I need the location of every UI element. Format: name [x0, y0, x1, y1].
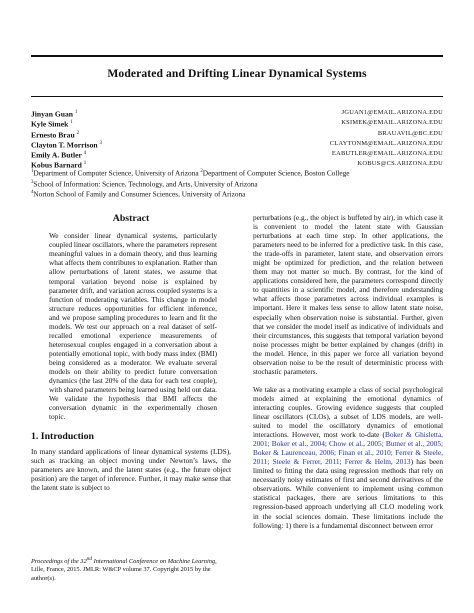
affiliation-marker: 4	[83, 151, 87, 157]
author-email[interactable]: CLAYTONM@EMAIL.ARIZONA.EDU	[329, 139, 443, 147]
author-email[interactable]: EABUTLER@EMAIL.ARIZONA.EDU	[331, 150, 443, 158]
footnote-suffix: , Lille, France, 2015. JMLR: W&CP volume 37. Copyright 2015 by the author(s).	[31, 558, 217, 582]
affiliation-marker: 3	[31, 179, 34, 185]
paper-title: Moderated and Drifting Linear Dynamical Systems	[107, 67, 367, 80]
paragraph-text: We take as a motivating example a class of social psychological models aimed at explaining the emotional dynamics of interacting couples. Growing evidence suggests that coupled linear oscillators (CLOs), a subset of LDS models, are well-suited to model the oscillatory dynamics of emotional interactions. However, most work to-date (	[253, 384, 443, 440]
affiliation-marker: 2	[76, 130, 80, 136]
footnote-prefix: Proceedings of the 32	[31, 558, 87, 566]
intro-paragraph-right-2	[253, 385, 443, 530]
affiliation-marker: 3	[99, 140, 102, 146]
right-column	[253, 213, 443, 530]
affiliation-line: $^3$School of Information: Science, Technology, and Arts, University of Arizona	[31, 179, 258, 189]
author-email[interactable]: JGUAN1@EMAIL.ARIZONA.EDU	[341, 109, 443, 116]
affiliation-marker: 2	[200, 169, 203, 174]
intro-paragraph-left: In many standard applications of linear dynamical systems (LDS), such as tracking an object moving under Newton’s laws, the parameters are known, and the latent states (e.g., the future object position) are the target of inference. Further, it may make sense that the latent state is subject to	[31, 447, 231, 493]
affiliation-marker: 1	[70, 120, 73, 126]
affiliation-marker: 1	[31, 169, 34, 174]
author-row	[31, 129, 443, 139]
affiliation-marker: 1	[74, 110, 78, 115]
author-row	[31, 139, 443, 149]
footnote-conference: International Conference on Machine Learning	[92, 558, 216, 566]
author-name: Ernesto Brau $^2$	[31, 130, 80, 140]
title-rule-bottom	[31, 96, 443, 97]
intro-paragraph-right-1: perturbations (e.g., the object is buffeted by air), in which case it is convenient to model the latent state with Gaussian perturbations at each time step. In other applications, the parameters need to be inferred for a predictive task. In this case, the trade-offs in parameter, latent state, and observation errors might be optimized for prediction, and the relation between them may not matter so much. By contrast, for the kind of applications considered here, the parameters correspond directly to quantities in a scientific model, and therefore understanding what affects those parameters across individual examples is important. Here it makes less sense to allow latent state noise, especially when observation noise is substantial. Further, given that we consider the model itself as indicative of individuals and their circumstances, this suggests that temporal variation beyond noise processes might be better explained by changes (drift) in the model. Hence, in this paper we force all variation beyond observation noise to be the result of deterministic process with stochastic parameters.	[253, 213, 443, 376]
section-heading-introduction: 1. Introduction	[31, 431, 94, 443]
affiliation-line: $^1$Department of Computer Science, University of Arizona $^2$Department of Computer Science, Boston College	[31, 168, 350, 178]
paragraph-text: ) has been limited to fitting the data using regression methods that rely on necessarily noisy estimates of first and second derivatives of the observations. While convenient to implement using common statistical packages, there are serious limitations to this regression-based approach underlying all CLO modeling work in the social sciences domain. These limitations include the following: 1) there is a fundamental disconnect between error	[253, 457, 443, 530]
author-email[interactable]: KSIMEK@EMAIL.ARIZONA.EDU	[341, 119, 443, 127]
author-row	[31, 108, 443, 118]
author-name: Emily A. Butler $^4$	[31, 150, 87, 160]
proceedings-footnote	[31, 555, 231, 583]
author-row	[31, 149, 443, 159]
affiliation-marker: 4	[31, 190, 34, 196]
affiliations	[31, 167, 443, 199]
title-rule-top	[31, 55, 443, 57]
affiliation-line: $^4$Norton School of Family and Consumer Sciences, University of Arizona	[31, 189, 246, 199]
abstract-text: We consider linear dynamical systems, particularly coupled linear oscillators, where the parameters represent meaningful values in a domain theory, and thus learning what affects them contributes to explanation. Rather than allow perturbations of latent states, we assume that temporal variation beyond noise is explained by parameter drift, and variation across coupled systems is a function of moderating variables. This change in model structure reduces opportunities for efficient inference, and we propose sampling procedures to learn and fit the models. We test our approach on a real dataset of self-recalled emotional experience measurements of heterosexual couples engaged in a conversation about a potentially emotional topic, with body mass index (BMI) being considered as a moderator. We evaluate several models on their ability to predict future conversation dynamics (the last 20% of the data for each test couple), with shared parameters being learned using held out data. We validate the hypothesis that BMI affects the conversation dynamic in the experimentally chosen topic.	[49, 231, 217, 422]
affiliation-marker: 1	[83, 161, 87, 167]
author-row	[31, 118, 443, 128]
author-list	[31, 108, 443, 170]
author-email[interactable]: BRAUAVIL@BC.EDU	[377, 129, 443, 137]
abstract-heading: Abstract	[112, 213, 150, 224]
author-name: Kyle Simek $^1$	[31, 119, 73, 129]
author-name: Jinyan Guan $^1$	[31, 109, 78, 119]
left-column	[31, 213, 231, 493]
author-name: Kobus Barnard $^1$	[31, 161, 87, 171]
author-name: Clayton T. Morrison $^3$	[31, 140, 102, 150]
citation-links[interactable]: Boker & Ghisletta, 2001; Boker et al., 2004; Chow et al., 2005; Butner et al., 2005; Boker & Laurenceau, 2006; Finan et al., 2010; Ferrer & Steele, 2011; Steele & Ferrer, 2011; Ferrer & Helm, 2013	[253, 430, 444, 467]
footnote-sup: nd	[86, 556, 92, 562]
author-email[interactable]: KOBUS@CS.ARIZONA.EDU	[357, 160, 443, 168]
